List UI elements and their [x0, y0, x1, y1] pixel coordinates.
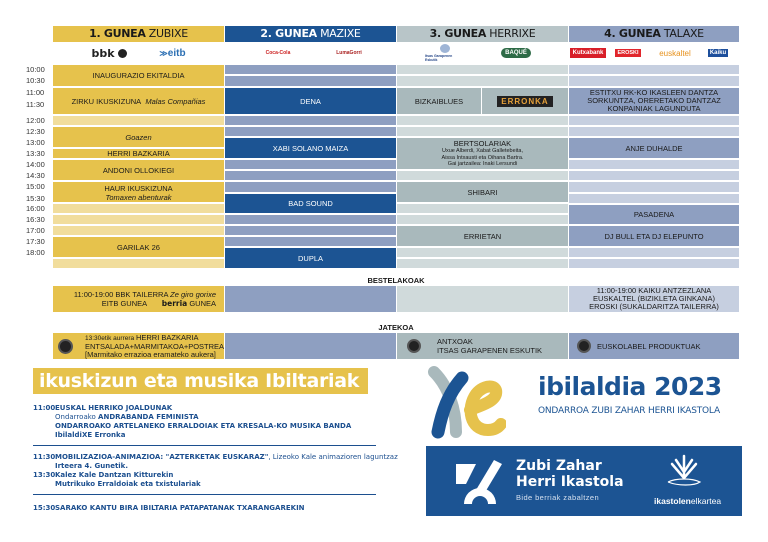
herri-bazkaria-time: 13:30etik aurrera HERRI BAZKARIA: [85, 332, 199, 342]
empty-slot: [397, 65, 568, 74]
empty-slot: [225, 182, 396, 192]
empty-slot: [225, 171, 396, 180]
empty-slot: [225, 76, 396, 86]
event-pasadena: [569, 205, 739, 224]
zone-name: MAZIXE: [320, 27, 361, 40]
empty-slot: [397, 215, 568, 224]
event-label: GARILAK 26: [117, 242, 160, 252]
time-label: 11:30: [26, 100, 45, 109]
event-label: ERRIETAN: [463, 231, 502, 241]
event-label: DENA: [300, 96, 321, 106]
zone-name: ZUBIXE: [148, 27, 188, 40]
empty-slot: [397, 259, 568, 268]
plate-icon: [407, 339, 421, 353]
erronka-logo: ERRONKA: [497, 96, 552, 107]
event-time: 15:30: [33, 504, 56, 512]
empty-slot: [53, 259, 224, 268]
time-label: 13:00: [26, 138, 45, 147]
empty-slot: [225, 127, 396, 136]
event-line: ONDARROAKO ARTELANEKO ERRALDOIAK ETA KRESALA-KO MUSIKA BANDA: [55, 422, 352, 430]
antxoak-sublabel: ITSAS GARAPENEN ESKUTIK: [437, 346, 543, 355]
event-time: 13:30: [33, 471, 56, 479]
event-garilak: [53, 237, 224, 257]
ibiltariak-title: ikuskizun eta musika Ibiltariak: [33, 368, 368, 394]
event-errietan: [397, 226, 568, 246]
sponsor-logo-eitb: ≫ eitb: [159, 47, 186, 59]
event-label: DJ BULL ETA DJ ELEPUNTO: [604, 231, 704, 241]
empty-slot: [569, 116, 739, 125]
event-herri-bazkaria: [53, 149, 224, 158]
zone-number: 3. GUNEA: [429, 27, 487, 40]
empty-slot: [397, 248, 568, 257]
euskaltel-ginkana: EUSKALTEL (BIZIKLETA GINKANA): [593, 294, 715, 303]
event-label: BERTSOLARIAK: [453, 139, 512, 149]
event-zirku: [53, 88, 224, 114]
event-erronka: [482, 88, 568, 114]
event-label: HAUR IKUSKIZUNA: [104, 184, 173, 193]
zone-number: 1. GUNEA: [89, 27, 146, 40]
bestelakoak-zone3: [397, 286, 568, 312]
empty-slot: [225, 65, 396, 74]
ibiltariak-block-1: [33, 404, 351, 440]
event-andoni: [53, 160, 224, 180]
event-label: Goazen: [125, 132, 152, 142]
event-line: Irteera 4. Gunetik.: [55, 462, 128, 470]
event-line: Ondarroako: [55, 413, 99, 421]
event-label: KONPAINIAK LAGUNDUTA: [607, 104, 701, 113]
event-time: 11:00: [33, 404, 56, 412]
time-label: 12:00: [26, 116, 45, 125]
jatekoa-zone1: [53, 333, 224, 359]
empty-slot: [397, 116, 568, 125]
zone-number: 2. GUNEA: [260, 27, 317, 40]
bestelakoak-zone4: [569, 286, 739, 312]
zone-header-1: [53, 26, 224, 42]
bbk-tailerra: 11:00-19:00 BBK TAILERRA Ze giro gorixe: [73, 290, 216, 299]
empty-slot: [569, 76, 739, 86]
bestelakoak-zone1: [53, 286, 224, 312]
empty-slot: [225, 116, 396, 125]
event-line: EUSKAL HERRIKO JOALDUNAK: [55, 404, 173, 412]
event-time: 11:30: [33, 453, 56, 461]
event-line: Kalez Kale Dantzan Kitturekin: [55, 471, 174, 479]
empty-slot: [53, 226, 224, 235]
event-sublabel: Uxue Alberdi, Xabat Galletebeita,: [441, 148, 524, 155]
zone-number: 4. GUNEA: [604, 27, 661, 40]
event-bizkaiblues: [397, 88, 481, 114]
event-shibari: [397, 182, 568, 202]
event-label: ZIRKU IKUSKIZUNA Malas Compañias: [71, 96, 206, 106]
time-label: 10:30: [26, 76, 45, 85]
time-label: 14:00: [26, 160, 45, 169]
time-label: 14:30: [26, 171, 45, 180]
jatekoa-zone4: [569, 333, 739, 359]
zubi-zahar-logo-icon: [454, 460, 504, 504]
event-haur: [53, 182, 224, 202]
event-line: ANDRABANDA FEMINISTA: [98, 413, 199, 421]
event-label: PASADENA: [633, 210, 675, 219]
euskolabel-label: EUSKOLABEL PRODUKTUAK: [597, 341, 701, 351]
plate-icon: [577, 339, 591, 353]
event-label: ANJE DUHALDE: [625, 143, 683, 153]
ibilaldia-subtitle: ONDARROA ZUBI ZAHAR HERRI IKASTOLA: [538, 406, 720, 416]
event-goazen: [53, 127, 224, 147]
event-label: INAUGURAZIO EKITALDIA: [92, 71, 185, 80]
event-dupla: [225, 248, 396, 268]
divider: [33, 494, 376, 495]
school-name-line2: Herri Ikastola: [516, 474, 624, 490]
event-anje: [569, 138, 739, 158]
time-label: 16:30: [26, 215, 45, 224]
event-label: XABI SOLANO MAIZA: [272, 143, 349, 153]
event-xabi: [225, 138, 396, 158]
event-sublabel: Aissa Intxausti eta Oihana Bartra.: [441, 154, 524, 161]
empty-slot: [53, 204, 224, 213]
ikastolen-elkartea-logo-icon: [664, 454, 704, 488]
zone-name: TALAXE: [663, 27, 704, 40]
sponsor-logo-kaiku: Kaiku: [709, 50, 727, 56]
event-line: MOBILIZAZIOA-ANIMAZIOA: "AZTERKETAK EUSKARAZ": [55, 453, 269, 461]
event-label: DUPLA: [297, 253, 323, 263]
empty-slot: [225, 237, 396, 246]
time-label: 17:30: [26, 237, 45, 246]
event-label: BAD SOUND: [288, 199, 333, 208]
bestelakoak-zone2: [225, 286, 396, 312]
section-title-jatekoa: JATEKOA: [378, 323, 414, 332]
empty-slot: [569, 259, 739, 268]
time-label: 15:30: [26, 194, 45, 203]
sponsor-logo-cocacola: Coca-Cola: [265, 50, 291, 56]
time-label: 18:00: [26, 248, 45, 257]
event-label: BIZKAIBLUES: [414, 96, 464, 106]
event-dena: [225, 88, 396, 114]
empty-slot: [225, 215, 396, 224]
ibilaldia-logo: [426, 366, 746, 440]
empty-slot: [53, 116, 224, 125]
empty-slot: [569, 65, 739, 74]
event-label: SORKUNTZA, ORERETAKO DANTZAZ: [587, 96, 721, 105]
sponsor-logo-itsas-garapenen: Itsas Garapenen Eskutik: [425, 44, 465, 62]
ibilaldia-title: ibilaldia 2023: [538, 372, 722, 401]
event-line: Mutrikuko Erraldoiak eta txistulariak: [55, 480, 201, 488]
ikastolen-elkartea-text: ikastolenelkartea: [654, 496, 722, 506]
time-label: 10:00: [26, 65, 45, 74]
empty-slot: [397, 76, 568, 86]
event-bertsolariak: [397, 138, 568, 169]
event-sublabel: Gai jartzailea: Inaki Lersundi: [447, 161, 518, 168]
jatekoa-zone2: [225, 333, 396, 359]
empty-slot: [53, 215, 224, 224]
event-inaugurazio: [53, 65, 224, 86]
antxoak-label: ANTXOAK: [437, 337, 473, 346]
event-dj: [569, 226, 739, 246]
event-label: ANDONI OLLOKIEGI: [102, 165, 175, 175]
event-line: SARAKO KANTU BIRA IBILTARIA PATAPATANAK TXARANGAREKIN: [55, 504, 305, 512]
jatekoa-zone3: [397, 333, 568, 359]
event-line: , Lizeoko Kale animazioren laguntzaz: [268, 453, 398, 461]
empty-slot: [397, 204, 568, 213]
zone-header-3: [397, 26, 568, 42]
zone-name: HERRIXE: [489, 27, 536, 40]
section-title-bestelakoak: BESTELAKOAK: [367, 276, 425, 285]
sponsor-logo-baque: BAQUÉ: [498, 44, 534, 62]
time-label: 13:30: [26, 149, 45, 158]
event-label: SHIBARI: [467, 187, 498, 197]
event-estitxu: [569, 88, 739, 114]
sponsor-logo-euskaltel: euskaltel: [659, 48, 691, 58]
empty-slot: [397, 127, 568, 136]
sponsor-logo-lumagorri: LumaGorri: [336, 50, 362, 56]
event-sublabel: Tomaxen abenturak: [105, 193, 172, 202]
empty-slot: [569, 160, 739, 169]
time-label: 11:00: [26, 88, 45, 97]
time-label: 17:00: [26, 226, 45, 235]
empty-slot: [569, 194, 739, 203]
empty-slot: [225, 160, 396, 169]
divider: [33, 445, 376, 446]
ibiltariak-block-2: [33, 453, 398, 489]
sponsor-logo-bbk: bbk: [82, 44, 137, 62]
eroski-tailerra: EROSKI (SUKALDARITZA TAILERRA): [589, 302, 719, 311]
time-label: 12:30: [26, 127, 45, 136]
empty-slot: [569, 171, 739, 180]
time-label: 15:00: [26, 182, 45, 191]
empty-slot: [225, 226, 396, 235]
sponsor-logo-eroski: EROSKI: [617, 50, 639, 56]
empty-slot: [397, 171, 568, 180]
school-slogan: Bide berriak zabaltzen: [516, 493, 600, 502]
eitb-berria-gunea: EITB GUNEA berria GUNEA: [101, 299, 216, 308]
menu-note: [Marmitako errazioa eramateko aukera]: [85, 349, 216, 359]
plate-icon: [58, 339, 73, 354]
empty-slot: [569, 127, 739, 136]
zone-header-4: [569, 26, 739, 42]
school-banner: [426, 446, 742, 516]
ibiltariak-block-3: [33, 504, 305, 513]
event-line: IbilaldiXE Erronka: [55, 431, 126, 439]
time-label: 16:00: [26, 204, 45, 213]
event-bad-sound: [225, 194, 396, 213]
school-name-line1: Zubi Zahar: [516, 458, 602, 474]
empty-slot: [569, 182, 739, 192]
event-label: ESTITXU RK-KO IKASLEEN DANTZA: [589, 88, 719, 97]
menu-label: ENTSALADA+MARMITAKOA+POSTREA: [85, 341, 225, 351]
event-label: HERRI BAZKARIA: [107, 149, 170, 158]
empty-slot: [569, 248, 739, 257]
sponsor-logo-kutxabank: Kutxabank: [573, 44, 603, 62]
zone-header-2: [225, 26, 396, 42]
xe-mark-icon: [426, 366, 506, 440]
kaiku-antzezlana: 11:00-19:00 KAIKU ANTZEZLANA: [596, 286, 712, 295]
